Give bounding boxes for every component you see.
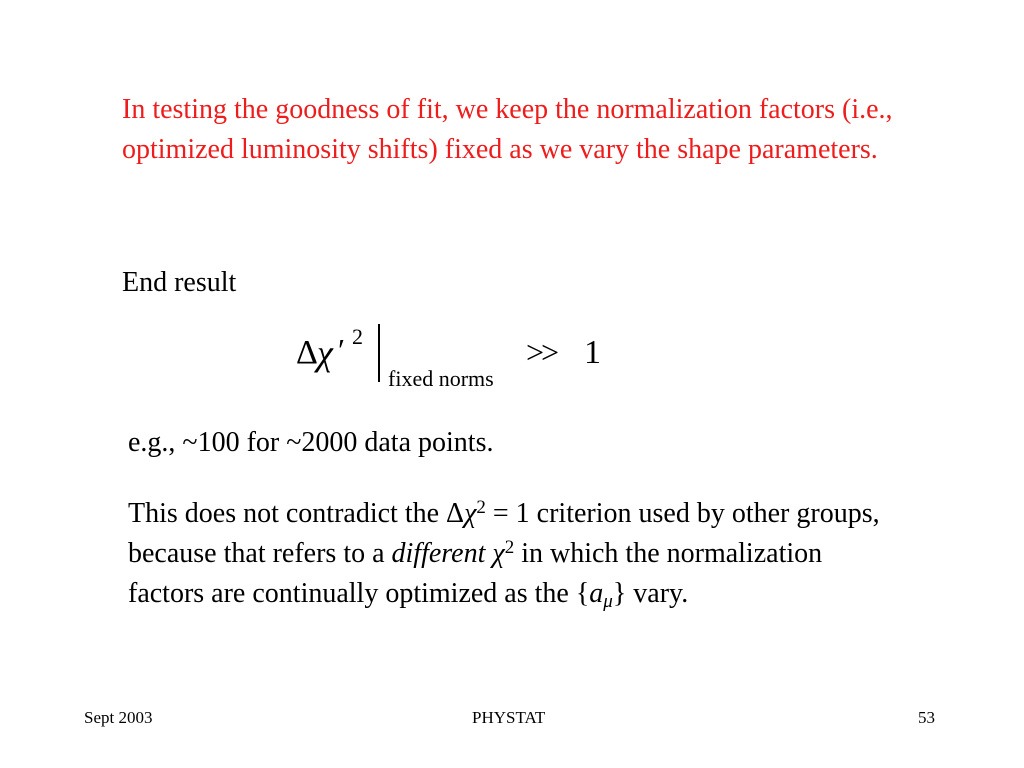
para-square2: 2 — [504, 537, 515, 558]
para-part4: } vary. — [612, 578, 689, 609]
formula-rhs: 1 — [584, 334, 601, 371]
para-delta: Δ — [446, 498, 465, 529]
para-part2: = 1 criterion used by other groups, because that refers to a — [128, 498, 880, 569]
formula-evaluation-bar — [378, 324, 380, 382]
para-chi: χ — [464, 498, 477, 529]
formula-chi: χ — [317, 333, 333, 373]
formula-relation: >> — [526, 334, 557, 370]
intro-text: In testing the goodness of fit, we keep the normalization factors (i.e., optimized luminosity shifts) fixed as we vary the shape parameters. — [122, 94, 893, 165]
end-result-label: End result — [122, 267, 237, 298]
para-square: 2 — [476, 497, 486, 518]
para-a: a — [589, 578, 604, 609]
explanation-paragraph — [128, 494, 888, 614]
formula-superscript: 2 — [352, 324, 363, 349]
formula-delta: Δ — [296, 334, 318, 371]
para-part3: in which the normalization factors are continually optimized as the { — [128, 538, 823, 609]
footer-title: PHYSTAT — [472, 708, 546, 727]
para-mu: μ — [603, 591, 613, 612]
para-chi2: χ — [492, 538, 505, 569]
example-text: e.g., ~100 for ~2000 data points. — [128, 427, 494, 458]
footer-date: Sept 2003 — [84, 708, 153, 727]
para-different: different — [391, 538, 486, 569]
footer-page-number: 53 — [918, 708, 935, 727]
formula-prime: ′ — [338, 332, 345, 368]
para-part1: This does not contradict the — [128, 498, 447, 529]
formula-subscript: fixed norms — [388, 366, 494, 391]
